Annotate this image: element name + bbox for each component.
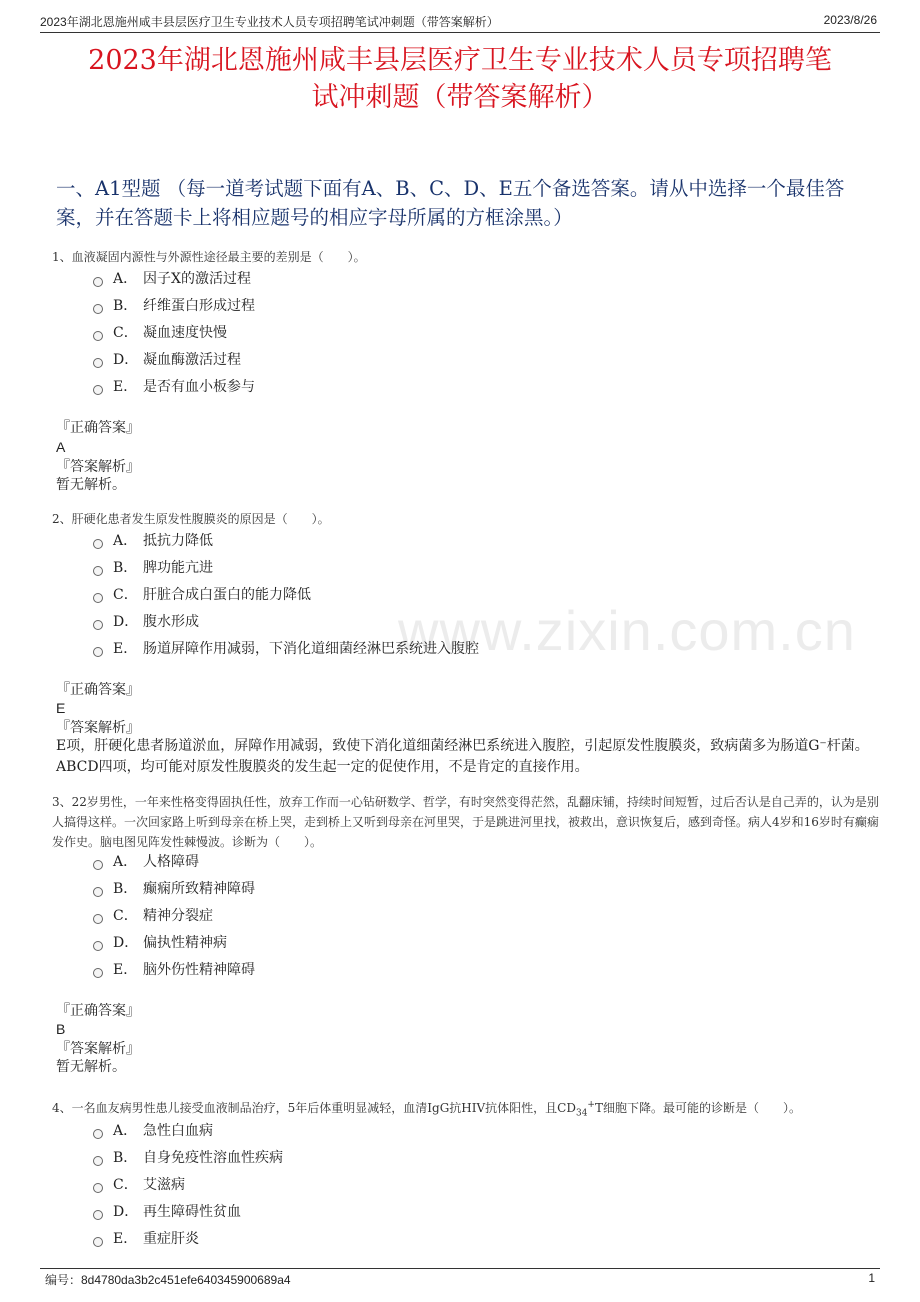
option-text: 肠道屏障作用减弱，下消化道细菌经淋巴系统进入腹腔 — [143, 641, 479, 657]
option-text: 癫痫所致精神障碍 — [143, 881, 255, 897]
radio-icon[interactable] — [93, 331, 103, 341]
analysis-text: 暂无解析。 — [56, 477, 126, 493]
question-3-option-b[interactable] — [93, 878, 255, 898]
option-letter: E． — [113, 379, 138, 395]
option-letter: C． — [113, 1177, 138, 1193]
option-text: 是否有血小板参与 — [143, 379, 255, 395]
question-2-option-e[interactable] — [93, 638, 479, 658]
question-3-stem: 3、22岁男性，一年来性格变得固执任性，放弃工作而一心钻研数学、哲学，有时突然变得茫然，乱翻床铺，持续时间短暂，过后否认是自己弄的，认为是别人搞得这样。一次回家路上听到母亲在桥上哭，走到桥上又听到母亲在河里哭，于是跳进河里找，被救出，意识恢复后，感到奇怪。病人4岁和16岁时有癫痫发作史。脑电图见阵发性棘慢波。诊断为（ ）。 — [52, 795, 879, 849]
option-letter: D． — [113, 1204, 139, 1220]
radio-icon[interactable] — [93, 1183, 103, 1193]
radio-icon[interactable] — [93, 539, 103, 549]
option-text: 肝脏合成白蛋白的能力降低 — [143, 587, 311, 603]
option-text: 重症肝炎 — [143, 1231, 199, 1247]
option-text: 自身免疫性溶血性疾病 — [143, 1150, 283, 1166]
question-1-stem: 1、血液凝固内源性与外源性途径最主要的差别是（ ）。 — [52, 250, 366, 264]
answer-label: 『正确答案』 — [56, 682, 140, 698]
option-letter: B． — [113, 1150, 138, 1166]
question-2-option-b[interactable] — [93, 557, 213, 577]
question-3-option-c[interactable] — [93, 905, 213, 925]
question-4-option-e[interactable] — [93, 1228, 199, 1248]
option-text: 腹水形成 — [143, 614, 199, 630]
analysis-text: E项，肝硬化患者肠道淤血，屏障作用减弱，致使下消化道细菌经淋巴系统进入腹腔，引起原发性腹膜炎，致病菌多为肠道G⁻杆菌。ABCD四项，均可能对原发性腹膜炎的发生起一定的促使作用，不是肯定的直接作用。 — [56, 738, 869, 775]
question-4-option-b[interactable] — [93, 1147, 283, 1167]
radio-icon[interactable] — [93, 1210, 103, 1220]
option-text: 急性白血病 — [143, 1123, 213, 1139]
question-3-option-d[interactable] — [93, 932, 227, 952]
radio-icon[interactable] — [93, 1156, 103, 1166]
option-letter: A． — [113, 533, 138, 549]
page-title-line-2: 试冲刺题（带答案解析） — [311, 82, 609, 113]
option-letter: B． — [113, 881, 138, 897]
option-letter: E． — [113, 1231, 138, 1247]
option-letter: C． — [113, 325, 138, 341]
answer-value: A — [56, 439, 66, 455]
question-3-option-a[interactable] — [93, 851, 199, 871]
radio-icon[interactable] — [93, 968, 103, 978]
option-letter: E． — [113, 641, 138, 657]
question-4-option-c[interactable] — [93, 1174, 185, 1194]
page-title-line-1: 2023年湖北恩施州咸丰县层医疗卫生专业技术人员专项招聘笔 — [88, 45, 832, 76]
option-text: 偏执性精神病 — [143, 935, 227, 951]
option-text: 因子X的激活过程 — [143, 271, 251, 287]
radio-icon[interactable] — [93, 620, 103, 630]
radio-icon[interactable] — [93, 304, 103, 314]
question-2-option-d[interactable] — [93, 611, 199, 631]
answer-label: 『正确答案』 — [56, 420, 140, 436]
option-text: 精神分裂症 — [143, 908, 213, 924]
radio-icon[interactable] — [93, 358, 103, 368]
analysis-label: 『答案解析』 — [56, 720, 140, 736]
radio-icon[interactable] — [93, 566, 103, 576]
answer-label: 『正确答案』 — [56, 1003, 140, 1019]
radio-icon[interactable] — [93, 1129, 103, 1139]
option-text: 再生障碍性贫血 — [143, 1204, 241, 1220]
question-2-stem: 2、肝硬化患者发生原发性腹膜炎的原因是（ ）。 — [52, 512, 330, 526]
option-letter: A． — [113, 271, 138, 287]
question-3-option-e[interactable] — [93, 959, 255, 979]
radio-icon[interactable] — [93, 593, 103, 603]
header-title: 2023年湖北恩施州咸丰县层医疗卫生专业技术人员专项招聘笔试冲刺题（带答案解析） — [40, 15, 499, 29]
option-text: 艾滋病 — [143, 1177, 185, 1193]
section-heading: 一、A1型题 （每一道考试题下面有A、B、C、D、E五个备选答案。请从中选择一个最佳答案，并在答题卡上将相应题号的相应字母所属的方框涂黑。） — [56, 177, 845, 229]
question-4-stem-sub: 34 — [575, 1108, 588, 1119]
radio-icon[interactable] — [93, 914, 103, 924]
radio-icon[interactable] — [93, 277, 103, 287]
question-4-option-d[interactable] — [93, 1201, 241, 1221]
option-text: 人格障碍 — [143, 854, 199, 870]
option-letter: B． — [113, 560, 138, 576]
analysis-text: 暂无解析。 — [56, 1059, 126, 1075]
radio-icon[interactable] — [93, 860, 103, 870]
question-1-option-c[interactable] — [93, 322, 227, 342]
option-letter: C． — [113, 908, 138, 924]
page-number: 1 — [868, 1271, 875, 1285]
question-1-option-b[interactable] — [93, 295, 255, 315]
header-divider — [40, 32, 880, 33]
question-1-option-e[interactable] — [93, 376, 255, 396]
option-letter: A． — [113, 854, 138, 870]
question-4-stem-sup: + — [587, 1100, 595, 1110]
answer-value: B — [56, 1021, 66, 1037]
question-4-option-a[interactable] — [93, 1120, 213, 1140]
option-letter: C． — [113, 587, 138, 603]
question-4-stem-a: 4、一名血友病男性患儿接受血液制品治疗，5年后体重明显减轻，血清IgG抗HIV抗体阳性，且CD — [52, 1101, 576, 1115]
option-letter: E． — [113, 962, 138, 978]
option-letter: D． — [113, 935, 139, 951]
option-letter: D． — [113, 614, 139, 630]
radio-icon[interactable] — [93, 941, 103, 951]
radio-icon[interactable] — [93, 887, 103, 897]
question-2-option-c[interactable] — [93, 584, 311, 604]
option-text: 凝血速度快慢 — [143, 325, 227, 341]
watermark: www.zixin.com.cn — [398, 599, 856, 662]
option-letter: D． — [113, 352, 139, 368]
analysis-label: 『答案解析』 — [56, 459, 140, 475]
radio-icon[interactable] — [93, 647, 103, 657]
option-letter: B． — [113, 298, 138, 314]
option-text: 纤维蛋白形成过程 — [143, 298, 255, 314]
answer-value: E — [56, 700, 66, 716]
option-text: 凝血酶激活过程 — [143, 352, 241, 368]
footer-code: 编号：8d4780da3b2c451efe640345900689a4 — [45, 1273, 291, 1287]
question-4-stem-b: T细胞下降。最可能的诊断是（ ）。 — [594, 1101, 801, 1115]
option-text: 脾功能亢进 — [143, 560, 213, 576]
question-1-option-d[interactable] — [93, 349, 241, 369]
radio-icon[interactable] — [93, 1237, 103, 1247]
header-date: 2023/8/26 — [823, 13, 877, 27]
question-2-option-a[interactable] — [93, 530, 213, 550]
analysis-label: 『答案解析』 — [56, 1041, 140, 1057]
radio-icon[interactable] — [93, 385, 103, 395]
option-text: 抵抗力降低 — [143, 533, 213, 549]
question-1-option-a[interactable] — [93, 268, 251, 288]
page-title — [40, 42, 880, 116]
footer-divider — [40, 1268, 880, 1269]
option-letter: A． — [113, 1123, 138, 1139]
option-text: 脑外伤性精神障碍 — [143, 962, 255, 978]
